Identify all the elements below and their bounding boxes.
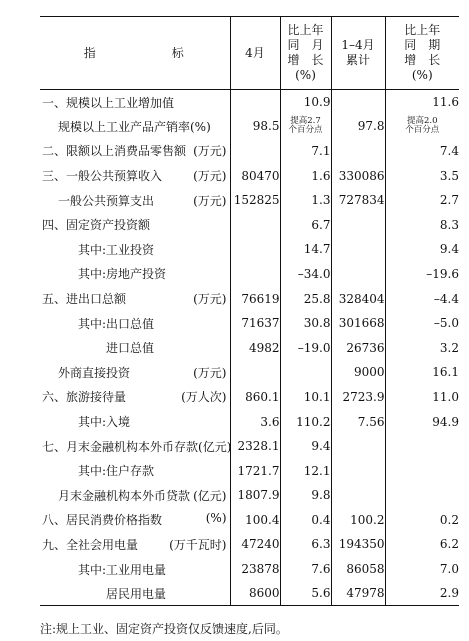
- april-value: 152825: [230, 188, 280, 213]
- yoy-april-value: 7.1: [280, 139, 331, 164]
- header-april: 4月: [230, 17, 280, 90]
- row-label: 进口总值: [106, 341, 155, 356]
- row-label: 其中:住户存款: [78, 464, 155, 479]
- yoy-cumulative-value: 11.6: [432, 95, 459, 110]
- yoy-cumulative-value: [385, 458, 459, 483]
- table-row: [40, 508, 459, 533]
- table-row: [40, 237, 459, 262]
- table-row: [40, 262, 459, 287]
- yoy-april-value: 10.9: [280, 90, 331, 115]
- yoy-april-value: 7.6: [280, 557, 331, 582]
- cumulative-value: 7.56: [331, 409, 385, 434]
- yoy-cumulative-value: 6.2: [439, 537, 459, 552]
- row-unit: (%): [205, 511, 227, 526]
- row-unit: (万人次): [181, 390, 227, 405]
- row-label: 九、全社会用电量: [42, 537, 139, 552]
- yoy-cumulative-value: 2.7: [439, 193, 459, 208]
- row-label: 外商直接投资: [58, 365, 131, 380]
- yoy-april-value: –19.0: [280, 335, 331, 360]
- row-indicator: [40, 483, 230, 508]
- cumulative-value: 301668: [331, 311, 385, 336]
- yoy-cumulative-value: 8.3: [439, 217, 459, 232]
- row-label: 一、规模以上工业增加值: [42, 95, 175, 110]
- cumulative-value: [331, 212, 385, 237]
- table-row: [40, 360, 459, 385]
- table-header-row: [40, 17, 459, 90]
- table-row: [40, 581, 459, 606]
- row-unit: (万元): [193, 193, 227, 208]
- row-indicator: [40, 237, 230, 262]
- cumulative-value: [331, 434, 385, 459]
- yoy-april-value: 提高2.7 个百分点: [280, 114, 331, 139]
- april-value: [230, 262, 280, 287]
- row-indicator: [40, 532, 230, 557]
- table-row: [40, 458, 459, 483]
- yoy-april-value: 25.8: [280, 286, 331, 311]
- yoy-cumulative-value: –19.6: [426, 266, 459, 281]
- yoy-april-value: 9.4: [280, 434, 331, 459]
- april-value: 98.5: [230, 114, 280, 139]
- row-label: 其中:入境: [78, 415, 131, 430]
- row-indicator: [40, 163, 230, 188]
- table-row: [40, 163, 459, 188]
- april-value: 860.1: [230, 385, 280, 410]
- header-yoy-cumulative: 比上年 同 期 增 长 (%): [385, 17, 459, 90]
- row-indicator: [40, 114, 230, 139]
- row-indicator: [40, 581, 230, 606]
- cumulative-value: [331, 139, 385, 164]
- yoy-cumulative-value: 提高2.0 个百分点: [405, 116, 440, 136]
- table-row: [40, 188, 459, 213]
- yoy-cumulative-value: 0.2: [439, 512, 459, 527]
- row-indicator: [40, 458, 230, 483]
- yoy-april-value: 110.2: [280, 409, 331, 434]
- yoy-april-value: 14.7: [280, 237, 331, 262]
- table-row: [40, 335, 459, 360]
- table-row: [40, 532, 459, 557]
- row-label: 三、一般公共预算收入: [42, 169, 163, 184]
- cumulative-value: 100.2: [331, 508, 385, 533]
- yoy-april-value: –34.0: [280, 262, 331, 287]
- april-value: 4982: [230, 335, 280, 360]
- yoy-cumulative-value: 3.5: [439, 168, 459, 183]
- yoy-april-value: 6.3: [280, 532, 331, 557]
- footnote: 注:规上工业、固定资产投资仅反馈速度,后同。: [40, 622, 288, 636]
- yoy-cumulative-value: 11.0: [432, 389, 459, 404]
- table-row: [40, 114, 459, 139]
- row-unit: (万元): [193, 365, 227, 380]
- row-label: 居民用电量: [106, 586, 167, 601]
- row-indicator: [40, 311, 230, 336]
- yoy-april-value: 5.6: [280, 581, 331, 606]
- april-value: 2328.1: [230, 434, 280, 459]
- yoy-april-value: 0.4: [280, 508, 331, 533]
- row-indicator: [40, 262, 230, 287]
- row-label: 其中:房地产投资: [78, 267, 167, 282]
- row-label: 其中:工业用电量: [78, 562, 167, 577]
- yoy-april-value: [280, 360, 331, 385]
- table-row: [40, 286, 459, 311]
- yoy-cumulative-value: 9.4: [439, 242, 459, 257]
- yoy-april-value: 30.8: [280, 311, 331, 336]
- row-label: 四、固定资产投资额: [42, 218, 151, 233]
- yoy-cumulative-value: 7.4: [439, 143, 459, 158]
- row-unit: (亿元): [198, 439, 232, 454]
- yoy-cumulative-value: [385, 483, 459, 508]
- cumulative-value: 47978: [331, 581, 385, 606]
- yoy-april-value: 1.6: [280, 163, 331, 188]
- row-label: 其中:工业投资: [78, 242, 155, 257]
- yoy-cumulative-value: [385, 434, 459, 459]
- row-indicator: [40, 508, 230, 533]
- cumulative-value: 328404: [331, 286, 385, 311]
- yoy-cumulative-value: 94.9: [432, 414, 459, 429]
- table-row: [40, 434, 459, 459]
- cumulative-value: 727834: [331, 188, 385, 213]
- row-indicator: [40, 385, 230, 410]
- header-cumulative: 1–4月 累计: [331, 17, 385, 90]
- statistics-table: [40, 16, 459, 606]
- yoy-april-value: 10.1: [280, 385, 331, 410]
- table-body: [40, 90, 459, 606]
- yoy-april-value: 6.7: [280, 212, 331, 237]
- row-indicator: [40, 90, 230, 115]
- row-indicator: [40, 557, 230, 582]
- row-indicator: [40, 335, 230, 360]
- april-value: 3.6: [230, 409, 280, 434]
- table-row: [40, 139, 459, 164]
- row-unit: (万千瓦时): [169, 537, 227, 552]
- row-label: 规模以上工业产品产销率(%): [58, 119, 211, 134]
- cumulative-value: 86058: [331, 557, 385, 582]
- april-value: 1721.7: [230, 458, 280, 483]
- cumulative-value: [331, 483, 385, 508]
- yoy-april-value: 1.3: [280, 188, 331, 213]
- row-indicator: [40, 360, 230, 385]
- yoy-cumulative-value: –5.0: [433, 316, 459, 331]
- yoy-cumulative-value: 7.0: [439, 562, 459, 577]
- row-indicator: [40, 188, 230, 213]
- yoy-cumulative-value: 3.2: [439, 340, 459, 355]
- table-row: [40, 311, 459, 336]
- yoy-cumulative-value: –4.4: [433, 291, 459, 306]
- april-value: 71637: [230, 311, 280, 336]
- row-label: 其中:出口总值: [78, 316, 155, 331]
- yoy-april-value: 9.8: [280, 483, 331, 508]
- row-unit: (亿元): [193, 488, 227, 503]
- table-row: [40, 409, 459, 434]
- april-value: [230, 237, 280, 262]
- row-indicator: [40, 286, 230, 311]
- april-value: 76619: [230, 286, 280, 311]
- row-indicator: [40, 212, 230, 237]
- table-row: [40, 90, 459, 115]
- row-unit: (万元): [193, 292, 227, 307]
- april-value: [230, 212, 280, 237]
- row-indicator: [40, 409, 230, 434]
- row-indicator: [40, 434, 230, 459]
- row-indicator: [40, 139, 230, 164]
- april-value: 23878: [230, 557, 280, 582]
- cumulative-value: [331, 90, 385, 115]
- row-unit: (万元): [193, 169, 227, 184]
- row-label: 一般公共预算支出: [58, 193, 155, 208]
- april-value: [230, 90, 280, 115]
- april-value: 100.4: [230, 508, 280, 533]
- april-value: [230, 360, 280, 385]
- row-label: 六、旅游接待量: [42, 390, 127, 405]
- table-row: [40, 557, 459, 582]
- cumulative-value: 26736: [331, 335, 385, 360]
- cumulative-value: 97.8: [331, 114, 385, 139]
- table-row: [40, 483, 459, 508]
- header-indicator: 指 标: [40, 17, 230, 90]
- april-value: [230, 139, 280, 164]
- cumulative-value: [331, 237, 385, 262]
- row-label: 五、进出口总额: [42, 292, 127, 307]
- april-value: 80470: [230, 163, 280, 188]
- april-value: 47240: [230, 532, 280, 557]
- cumulative-value: 2723.9: [331, 385, 385, 410]
- cumulative-value: [331, 458, 385, 483]
- header-yoy-april: 比上年 同 月 增 长 (%): [280, 17, 331, 90]
- row-unit: (万元): [193, 144, 227, 159]
- yoy-april-value: 12.1: [280, 458, 331, 483]
- cumulative-value: 9000: [331, 360, 385, 385]
- april-value: 8600: [230, 581, 280, 606]
- yoy-cumulative-value: 2.9: [439, 586, 459, 601]
- april-value: 1807.9: [230, 483, 280, 508]
- row-label: 二、限额以上消费品零售额: [42, 144, 187, 159]
- cumulative-value: [331, 262, 385, 287]
- yoy-cumulative-value: 16.1: [432, 365, 459, 380]
- table-row: [40, 212, 459, 237]
- table-row: [40, 385, 459, 410]
- row-label: 月末金融机构本外币贷款: [58, 488, 191, 503]
- cumulative-value: 194350: [331, 532, 385, 557]
- row-label: 七、月末金融机构本外币存款: [42, 439, 199, 454]
- row-label: 八、居民消费价格指数: [42, 513, 163, 528]
- cumulative-value: 330086: [331, 163, 385, 188]
